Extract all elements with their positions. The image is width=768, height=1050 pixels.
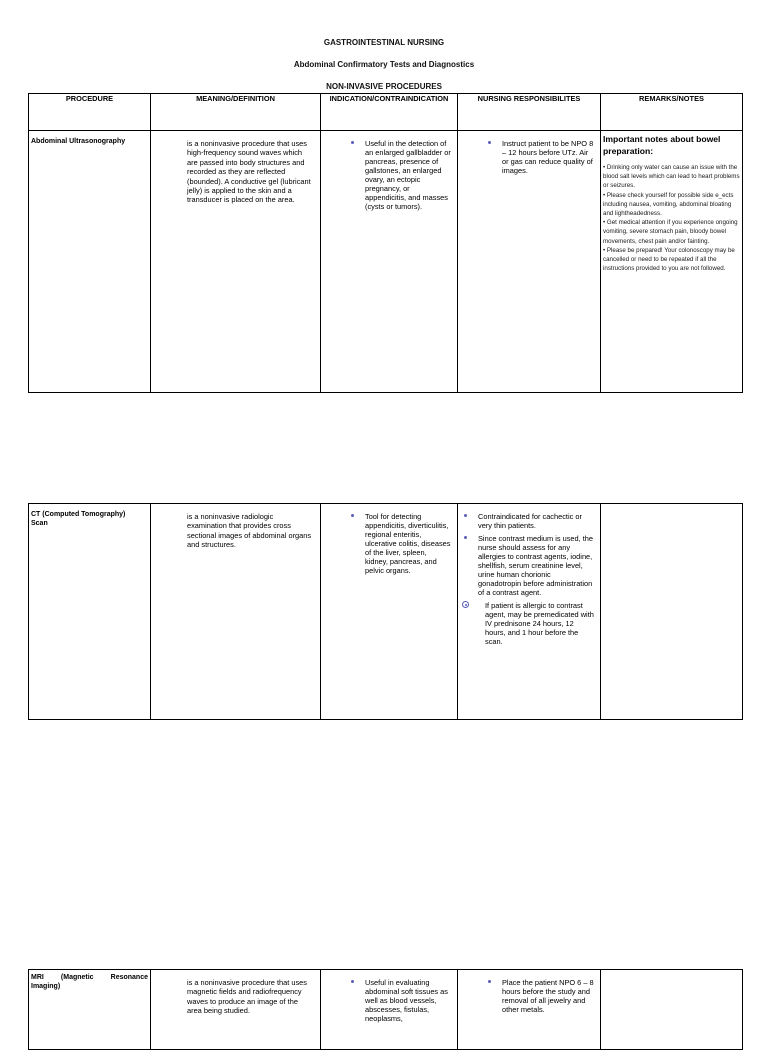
procedure-name: MRI (Magnetic Resonance Imaging): [31, 974, 148, 990]
note-line: • Get medical attention if you experience ongoing: [603, 219, 738, 227]
nursing-list: [458, 970, 600, 1014]
column-header-procedure: PROCEDURE: [29, 94, 151, 131]
table-row-ct-scan: [29, 504, 743, 720]
note-line: • Please be prepared! Your colonoscopy may be: [603, 246, 735, 254]
circle-bullet-icon: [462, 601, 469, 608]
notes-heading: Important notes about bowel preparation:: [603, 134, 721, 156]
bullet-icon: [488, 980, 491, 983]
procedure-name: Abdominal Ultrasonography: [31, 138, 126, 145]
definition-text: is a noninvasive procedure that uses high-frequency sound waves which are passed into body structures and recorded as they are reflected (bounded). A conductive gel (lubricant jelly) is applied to the skin and a transducer is placed on the area.: [187, 139, 311, 205]
note-line: or seizures.: [603, 182, 635, 190]
procedures-table-3: [28, 969, 743, 1050]
bullet-icon: [351, 980, 354, 983]
table-header-row: [29, 94, 743, 131]
procedures-table-2: [28, 503, 743, 720]
document-title: GASTROINTESTINAL NURSING: [323, 38, 445, 47]
column-header-definition: MEANING/DEFINITION: [151, 94, 321, 131]
list-item: Tool for detecting appendicitis, diverticulitis, regional enteritis, ulcerative colitis, diseases of the liver, spleen, kidney, pancreas, and pelvic organs.: [321, 512, 451, 575]
note-line: instructions provided to you are not followed.: [603, 265, 726, 273]
procedure-name: CT (Computed Tomography) Scan: [31, 511, 126, 527]
list-item: If patient is allergic to contrast agent, may be premedicated with IV prednisone 24 hours, 12 hours, and 1 hour before the scan.: [458, 601, 594, 646]
definition-text: is a noninvasive procedure that uses magnetic fields and radiofrequency waves to produce an image of the area being studied.: [187, 978, 307, 1016]
bullet-icon: [464, 536, 467, 539]
list-item: Contraindicated for cachectic or very thin patients.: [458, 512, 594, 530]
note-line: including nausea, vomiting, abdominal bloating: [603, 200, 732, 208]
list-item: Since contrast medium is used, the nurse should assess for any allergies to contrast agents, iodine, shellfish, serum creatinine level, urine human chorionic gonadotropin before administration of a contrast agent.: [458, 534, 594, 597]
procedures-table-1: [28, 93, 743, 393]
indication-list: [321, 504, 457, 575]
column-header-nursing: NURSING RESPONSIBILITES: [458, 94, 601, 131]
section-title: NON-INVASIVE PROCEDURES: [326, 82, 442, 91]
definition-text: is a noninvasive radiologic examination that provides cross sectional images of abdominal organs and structures.: [187, 512, 312, 550]
indication-list: [321, 131, 457, 211]
table-row-mri: [29, 970, 743, 1050]
bullet-icon: [464, 514, 467, 517]
document-subtitle: Abdominal Confirmatory Tests and Diagnostics: [293, 60, 475, 69]
list-item: Useful in the detection of an enlarged gallbladder or pancreas, presence of gallstones, an enlarged ovary, an ectopic pregnancy, or appendicitis, and masses (cysts or tumors).: [321, 139, 451, 211]
list-item: Place the patient NPO 6 – 8 hours before the study and removal of all jewelry and other metals.: [458, 978, 594, 1014]
note-line: blood salt levels which can lead to heart problems: [603, 173, 740, 181]
bullet-icon: [351, 514, 354, 517]
note-line: • Please check yourself for possible side e_ects: [603, 191, 734, 199]
list-item: Useful in evaluating abdominal soft tissues as well as blood vessels, abscesses, fistulas, neoplasms,: [321, 978, 451, 1023]
column-header-remarks: REMARKS/NOTES: [601, 94, 743, 131]
bullet-icon: [351, 141, 354, 144]
note-line: • Drinking only water can cause an issue with the: [603, 164, 738, 171]
note-line: and lightheadedness.: [603, 210, 662, 218]
indication-list: [321, 970, 457, 1023]
nursing-list: [458, 131, 600, 175]
bullet-icon: [488, 141, 491, 144]
nursing-list: [458, 504, 600, 646]
remarks-notes: [601, 131, 742, 273]
note-line: vomiting, severe stomach pain, bloody bowel: [603, 228, 727, 236]
table-row-ultrasonography: [29, 131, 743, 393]
list-item: Instruct patient to be NPO 8 – 12 hours before UTz. Air or gas can reduce quality of images.: [458, 139, 594, 175]
note-line: movements, chest pain and/or fainting.: [603, 237, 710, 245]
column-header-indication: INDICATION/CONTRAINDICATION: [321, 94, 458, 131]
note-line: cancelled or need to be repeated if all the: [603, 256, 717, 264]
